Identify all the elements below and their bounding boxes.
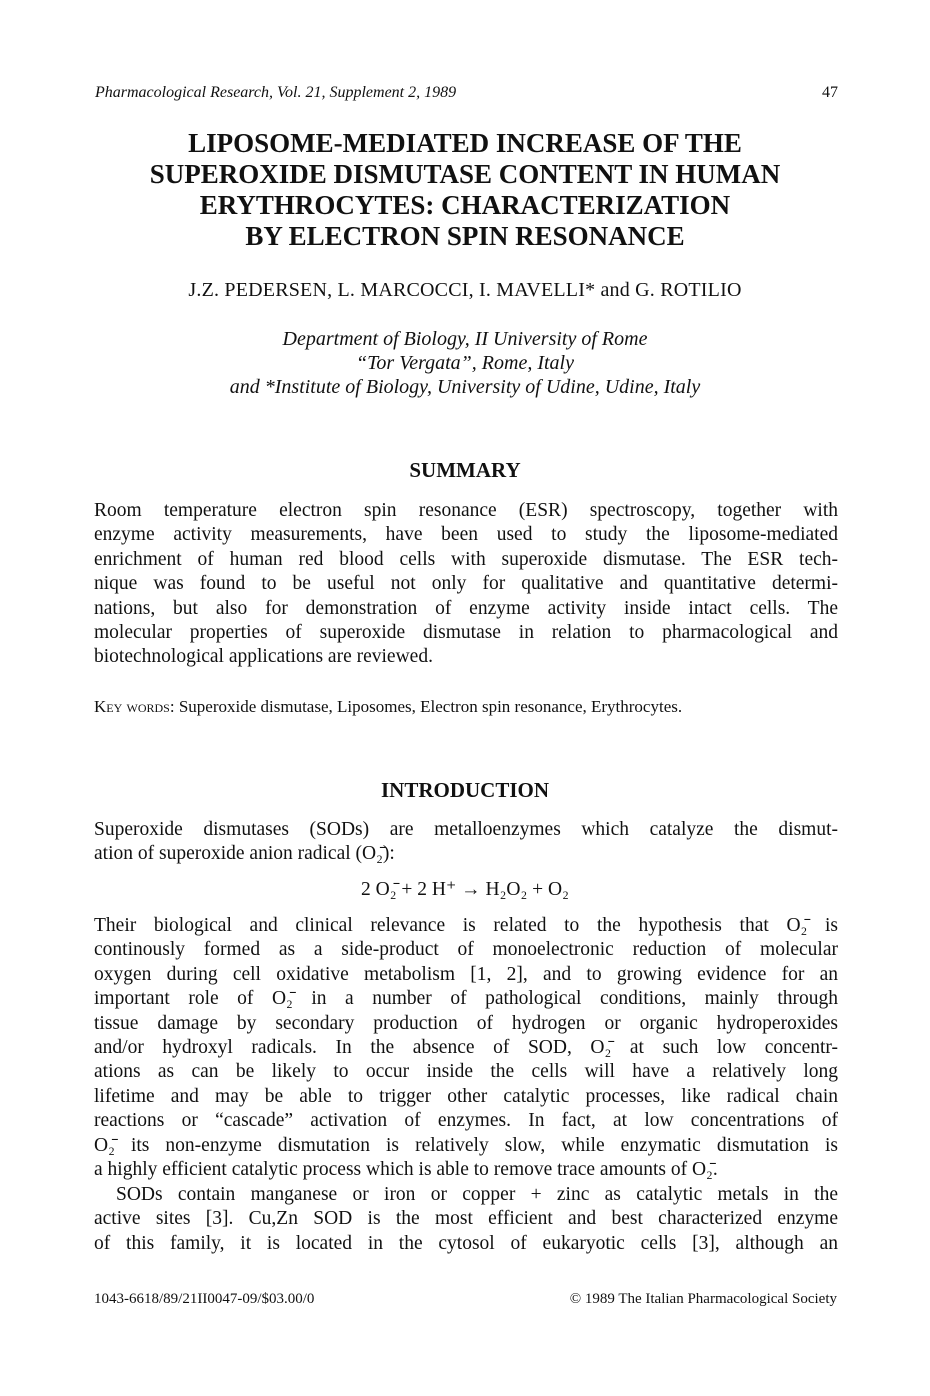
intro-line: Superoxide dismutases (SODs) are metalloenzymes which catalyze the dismut-: [94, 819, 838, 840]
affiliation-line: and *Institute of Biology, University of Udine, Udine, Italy: [229, 376, 701, 398]
intro-line: active sites [3]. Cu,Zn SOD is the most efficient and best characterized enzyme: [94, 1208, 838, 1230]
intro-line: SODs contain manganese or iron or copper + zinc as catalytic metals in the: [116, 1184, 838, 1205]
intro-line: Their biological and clinical relevance is related to the hypothesis that O₂̄ is: [94, 915, 838, 936]
summary-paragraph: [94, 499, 838, 670]
keywords: [94, 697, 682, 717]
title-line: ERYTHROCYTES: CHARACTERIZATION: [199, 190, 731, 220]
intro-paragraph-1: [94, 818, 838, 867]
intro-line: continously formed as a side-product of monoelectronic reduction of molecular: [94, 939, 838, 961]
page-number: 47: [822, 84, 838, 101]
intro-paragraph-3: [94, 1183, 838, 1256]
intro-line: oxygen during cell oxidative metabolism [1, 2], and to growing evidence for an: [94, 963, 838, 985]
summary-line: Room temperature electron spin resonance (ESR) spectroscopy, together with: [94, 500, 838, 521]
intro-line: ations as can be likely to occur inside the cells will have a relatively long: [94, 1061, 838, 1083]
running-head: [95, 84, 838, 102]
affiliation: [80, 327, 850, 399]
summary-line: nations, but also for demonstration of enzyme activity inside intact cells. The: [94, 597, 838, 619]
intro-line: tissue damage by secondary production of hydrogen or organic hydroperoxides: [94, 1012, 838, 1034]
summary-line: enzyme activity measurements, have been used to study the liposome-mediated: [94, 524, 838, 546]
affiliation-line: “Tor Vergata”, Rome, Italy: [356, 352, 574, 374]
summary-line: enrichment of human red blood cells with superoxide dismutase. The ESR tech-: [94, 548, 838, 570]
intro-line: a highly efficient catalytic process which is able to remove trace amounts of O₂̄.: [94, 1159, 718, 1181]
intro-line: and/or hydroxyl radicals. In the absence of SOD, O₂̄ at such low concentr-: [94, 1037, 838, 1059]
author-list: J.Z. PEDERSEN, L. MARCOCCI, I. MAVELLI* and G. ROTILIO: [188, 279, 742, 301]
title-line: BY ELECTRON SPIN RESONANCE: [245, 221, 685, 251]
issn-code: 1043-6618/89/21II0047-09/$03.00/0: [94, 1291, 315, 1307]
dismutation-equation: 2 O₂̄ + 2 H⁺ → H₂O₂ + O₂: [361, 879, 569, 900]
title-line: LIPOSOME-MEDIATED INCREASE OF THE: [188, 128, 742, 158]
intro-line: reactions or “cascade” activation of enzymes. In fact, at low concentrations of: [94, 1110, 838, 1132]
summary-heading: SUMMARY: [409, 458, 521, 482]
keywords-label: Key words:: [94, 697, 175, 716]
journal-citation: Pharmacological Research, Vol. 21, Supplement 2, 1989: [95, 84, 457, 101]
keywords-text: Superoxide dismutase, Liposomes, Electron spin resonance, Erythrocytes.: [178, 697, 683, 716]
summary-line: molecular properties of superoxide dismutase in relation to pharmacological and: [94, 622, 838, 644]
introduction-heading: INTRODUCTION: [380, 778, 550, 802]
intro-line: important role of O₂̄ in a number of pathological conditions, mainly through: [94, 988, 838, 1010]
affiliation-line: Department of Biology, II University of Rome: [282, 328, 648, 350]
intro-line: O₂̄ its non-enzyme dismutation is relatively slow, while enzymatic dismutation is: [94, 1134, 838, 1156]
summary-line: biotechnological applications are reviewed.: [94, 646, 433, 668]
intro-line: ation of superoxide anion radical (O₂̄):: [94, 843, 395, 865]
intro-line: lifetime and may be able to trigger other catalytic processes, like radical chain: [94, 1085, 838, 1107]
intro-line: of this family, it is located in the cytosol of eukaryotic cells [3], although an: [94, 1232, 838, 1254]
copyright-notice: © 1989 The Italian Pharmacological Society: [569, 1291, 837, 1307]
summary-line: nique was found to be useful not only for qualitative and quantitative determi-: [94, 573, 838, 595]
title-line: SUPEROXIDE DISMUTASE CONTENT IN HUMAN: [149, 159, 781, 189]
article-title: [80, 128, 850, 252]
intro-paragraph-2: [94, 914, 838, 1182]
